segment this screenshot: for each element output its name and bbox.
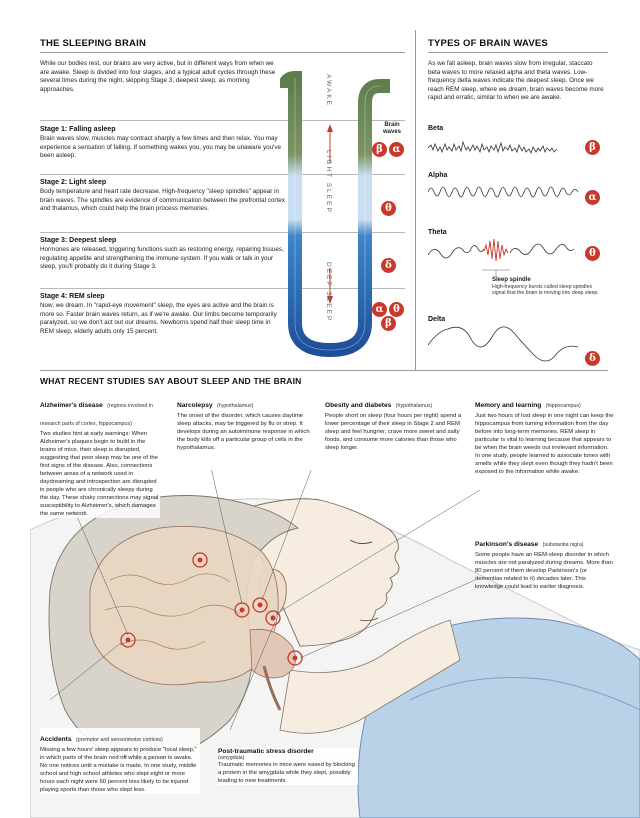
sleep-spindle bbox=[484, 239, 508, 261]
study-obesity bbox=[325, 394, 465, 452]
study-alzheimers bbox=[40, 394, 160, 518]
study-sub: (substantia nigra) bbox=[542, 542, 584, 548]
delta-label: Delta bbox=[428, 316, 446, 323]
beta-badge: β bbox=[585, 140, 600, 155]
theta-wave-end bbox=[510, 244, 574, 255]
stage-4-text: Now, we dream. In "rapid-eye movement" sleep, the eyes are active and the brain is more so. Faster brain waves return, as if we're awake. Our limbs become temporarily paralyzed, so we don't act out our dreams. Newborns spend half their sleep time in REM sleep, elderly adults only 15 percent. bbox=[40, 302, 277, 335]
study-parkinsons bbox=[475, 533, 615, 591]
delta-badge: δ bbox=[585, 351, 600, 366]
region-marker bbox=[258, 603, 263, 608]
study-text: Traumatic memories in mice were eased by blocking a protein in the amygdala while they slept, possibly leading to new treatments. bbox=[218, 762, 355, 784]
stage-2-block bbox=[40, 179, 285, 214]
title-rule bbox=[40, 52, 405, 53]
study-ptsd bbox=[218, 748, 358, 785]
stage-1-text: Brain waves slow, muscles may contract sharply a few times and then relax. You may experience a sensation of falling. If something wakes you, you may be unaware you've been asleep. bbox=[40, 135, 281, 160]
study-text: People short on sleep (four hours per night) spend a lower percentage of their sleep in Stage 2 and REM sleep and feel hungrier, crave more sweet and salty foods, and consume more calories than those who sleep longer. bbox=[325, 413, 462, 451]
deep-sleep-label: DEEP SLEEP bbox=[325, 262, 332, 323]
study-sub: (amygdala) bbox=[218, 755, 245, 761]
studies-title: WHAT RECENT STUDIES SAY ABOUT SLEEP AND THE BRAIN bbox=[40, 376, 302, 386]
region-marker bbox=[126, 638, 131, 643]
stage-2-title: Stage 2: Light sleep bbox=[40, 179, 107, 186]
brain bbox=[90, 526, 278, 684]
region-marker bbox=[240, 608, 245, 613]
stage-3-title: Stage 3: Deepest sleep bbox=[40, 237, 117, 244]
sleeping-brain-title: THE SLEEPING BRAIN bbox=[40, 38, 146, 49]
column-divider bbox=[415, 30, 416, 370]
stage-3-block bbox=[40, 237, 285, 272]
brain-waves-title: TYPES OF BRAIN WAVES bbox=[428, 38, 548, 49]
stage-4-title: Stage 4: REM sleep bbox=[40, 293, 105, 300]
study-sub: (hippocampus) bbox=[545, 403, 581, 409]
theta-label: Theta bbox=[428, 229, 447, 236]
stage-3-text: Hormones are released, triggering functions such as restoring energy, repairing tissues, regulating appetite and strengthening the immune system. If you walk or talk in your sleep, you'll probably do it during Stage 3. bbox=[40, 246, 284, 271]
study-title: Parkinson's disease bbox=[475, 541, 539, 548]
study-title: Alzheimer's disease bbox=[40, 402, 103, 409]
study-title: Accidents bbox=[40, 736, 72, 743]
beta-label: Beta bbox=[428, 125, 444, 132]
stage-2-text: Body temperature and heart rate decrease. High-frequency "sleep spindles" appear in brain waves. The spindles are evidence of communication between the prefrontal cortex and thalamus, which could help the brain process memories. bbox=[40, 188, 285, 213]
alpha-label: Alpha bbox=[428, 172, 448, 179]
theta-badge: θ bbox=[585, 246, 600, 261]
alpha-badge: α bbox=[389, 142, 404, 157]
spindle-text: High-frequency bursts called sleep spindles signal that the brain is moving into deep sleep. bbox=[492, 284, 599, 297]
sleeping-brain-intro: While our bodies rest, our brains are very active, but in different ways from when we are awake. Sleep is divided into four stages, and a typical adult cycles through these several times during the night, skipping Stage 3, deepest sleep, as morning approaches. bbox=[40, 60, 276, 93]
beta-wave bbox=[428, 142, 557, 153]
brain-wave-traces bbox=[428, 130, 608, 370]
study-title: Memory and learning bbox=[475, 402, 542, 409]
stage-1-block bbox=[40, 126, 285, 161]
study-text: Missing a few hours' sleep appears to produce "local sleep," in which parts of the brain nod off while a person is awake. No one notices until a mistake is made. In one study, middle school and high school athletes who slept eight or more hours each night were 60 percent less likely to be injured playing sports than those who slept less. bbox=[40, 747, 197, 793]
brain-waves-label: Brain waves bbox=[382, 122, 401, 135]
study-sub: (premotor and sensorimotor cortices) bbox=[75, 737, 163, 743]
beta-badge: β bbox=[372, 142, 387, 157]
awake-label: AWAKE bbox=[325, 74, 332, 107]
study-title: Obesity and diabetes bbox=[325, 402, 392, 409]
region-marker bbox=[293, 656, 298, 661]
study-text: Two studies hint at early warnings: When Alzheimer's plaques begin to build in the brains of mice, their sleep is disrupted, suggesting that poor sleep may be one of the first signs of the disease. Also, connections between areas of a network used in daydreaming and introspection are disrupted in people who are chronically sleepy during the day. These shaky connections may signal susceptibility to Alzheimer's, which damages the same network. bbox=[40, 431, 159, 517]
region-marker bbox=[271, 616, 276, 621]
study-title: Post-traumatic stress disorder bbox=[218, 748, 314, 755]
study-sub: (hypothalamus) bbox=[217, 403, 254, 409]
study-title: Narcolepsy bbox=[177, 402, 213, 409]
study-accidents bbox=[40, 728, 200, 794]
beta-badge: β bbox=[381, 316, 396, 331]
stage-1-title: Stage 1: Falling asleep bbox=[40, 126, 116, 133]
delta-badge: δ bbox=[381, 258, 396, 273]
alpha-wave bbox=[428, 187, 578, 197]
title-rule bbox=[428, 52, 608, 53]
study-text: Some people have an REM-sleep disorder in which muscles are not paralyzed during dreams. More than 80 percent of them develop Parkinson's (or dementias related to it) decades later. This knowledge could lead to earlier diagnosis. bbox=[475, 552, 613, 590]
delta-wave bbox=[428, 327, 578, 361]
light-sleep-label: LIGHT SLEEP bbox=[325, 150, 332, 214]
brain-waves-intro: As we fall asleep, brain waves slow from irregular, staccato beta waves to more relaxed alpha and theta waves. Low-frequency delta waves indicate the deepest sleep. Once we reach REM sleep, where we dream, brain waves become more rapid and erratic, similar to when we are awake. bbox=[428, 60, 604, 102]
study-sub: (hypothalamus) bbox=[395, 403, 433, 409]
spindle-title: Sleep spindle bbox=[492, 277, 531, 283]
study-text: Just two hours of lost sleep in one night can keep the hippocampus from turning information from the day before into long-term memories. REM sleep in particular is vital to learning because that appears to be when the brain weeds out irrelevant information. In one study, people learned to associate tones with smells while they slept even though they hadn't been exposed to the information while awake. bbox=[475, 413, 614, 475]
section-rule bbox=[40, 370, 608, 371]
theta-wave bbox=[428, 245, 484, 258]
theta-badge: θ bbox=[381, 201, 396, 216]
study-text: The onset of the disorder, which causes daytime sleep attacks, may be triggered by flu or strep. It develops during an autoimmune response in which the body kills off a particular group of cells in the hypothalamus. bbox=[177, 413, 310, 451]
alpha-badge: α bbox=[585, 190, 600, 205]
arrow-up-head bbox=[327, 124, 333, 132]
theta-badge: θ bbox=[389, 302, 404, 317]
study-narcolepsy bbox=[177, 394, 312, 452]
region-marker bbox=[198, 558, 203, 563]
stage-4-block bbox=[40, 293, 285, 336]
alpha-badge: α bbox=[372, 302, 387, 317]
study-sub: (regions involved in research parts of cortex, hippocampus) bbox=[40, 403, 153, 427]
study-memory bbox=[475, 394, 615, 476]
